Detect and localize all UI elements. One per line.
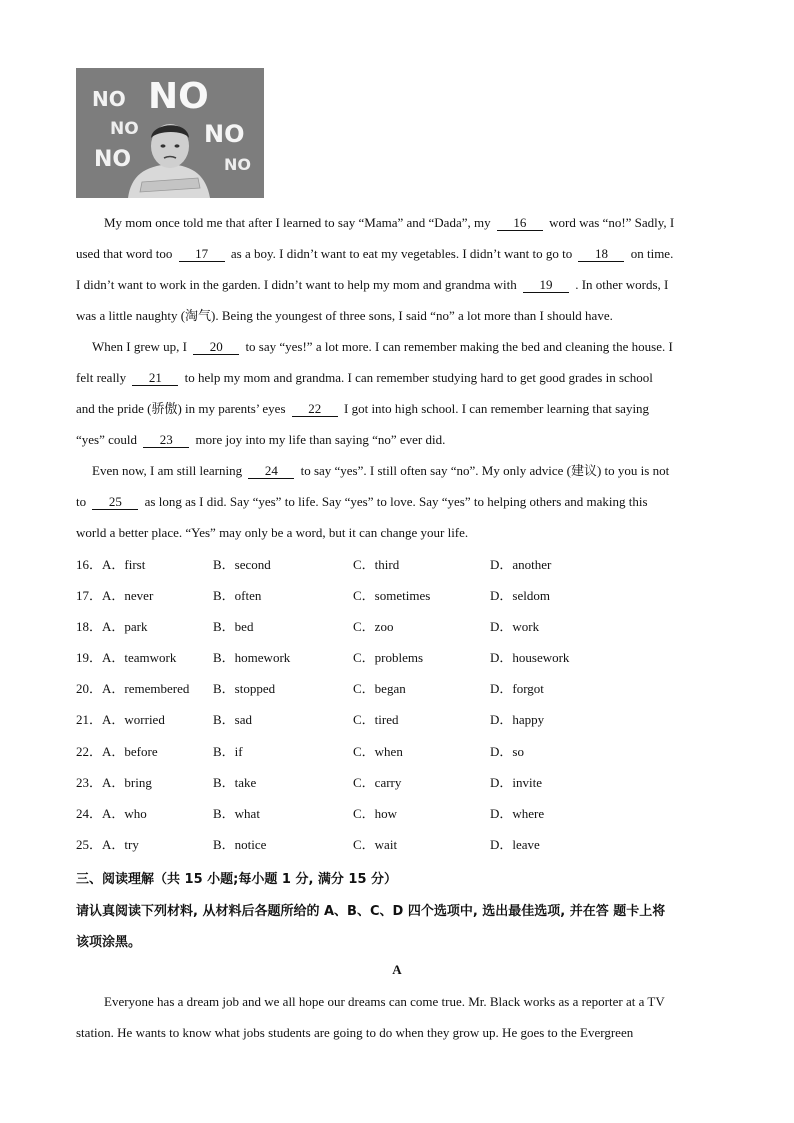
- question-23-option-d[interactable]: D．invite: [490, 775, 542, 790]
- question-21-option-c[interactable]: C．tired: [353, 712, 399, 727]
- question-20-option-b[interactable]: B．stopped: [213, 681, 276, 696]
- question-18-option-b[interactable]: B．bed: [213, 619, 254, 634]
- boy-saying-no-photo: [76, 68, 264, 198]
- question-22-option-a[interactable]: 22．A．before: [76, 744, 158, 759]
- question-20-option-c[interactable]: C．began: [353, 681, 406, 696]
- question-17-option-c[interactable]: C．sometimes: [353, 588, 431, 603]
- question-24-option-d[interactable]: D．where: [490, 806, 545, 821]
- question-24-option-a[interactable]: 24．A．who: [76, 806, 147, 821]
- question-16-option-c[interactable]: C．third: [353, 557, 400, 572]
- blank-23: 23: [143, 432, 189, 448]
- question-25-option-b[interactable]: B．notice: [213, 837, 267, 852]
- question-22: [76, 743, 718, 761]
- section-3-instruction-line-1: 请认真阅读下列材料, 从材料后各题所给的 A、B、C、D 四个选项中, 选出最佳选项, 并在答 题卡上将: [76, 904, 666, 919]
- no-word-1: NO: [92, 87, 126, 111]
- section-3-instruction-line-2: 该项涂黑。: [76, 935, 142, 950]
- blank-16: 16: [497, 215, 543, 231]
- question-17-option-d[interactable]: D．seldom: [490, 588, 550, 603]
- passage-line: world a better place. “Yes” may only be a word, but it can change your life.: [76, 525, 469, 540]
- passage-line: When I grew up, I 20 to say “yes!” a lot more. I can remember making the bed and cleaning the house. I: [92, 339, 673, 354]
- passage-line: used that word too 17 as a boy. I didn’t want to eat my vegetables. I didn’t want to go to 18 on time.: [76, 246, 674, 261]
- no-word-5: NO: [94, 147, 132, 172]
- reading-line: station. He wants to know what jobs students are going to do when they grow up. He goes to the Evergreen: [76, 1025, 634, 1040]
- question-21: [76, 711, 718, 729]
- passage-line: I didn’t want to work in the garden. I didn’t want to help my mom and grandma with 19 . In other words, I: [76, 277, 669, 292]
- blank-24: 24: [248, 463, 294, 479]
- question-19-option-d[interactable]: D．housework: [490, 650, 570, 665]
- question-19-option-b[interactable]: B．homework: [213, 650, 291, 665]
- reading-part-label: A: [392, 962, 402, 977]
- question-20: [76, 680, 718, 698]
- question-18: [76, 618, 718, 636]
- passage-line: My mom once told me that after I learned to say “Mama” and “Dada”, my 16 word was “no!” Sadly, I: [104, 215, 675, 230]
- question-21-option-a[interactable]: 21．A．worried: [76, 712, 165, 727]
- question-22-option-b[interactable]: B．if: [213, 744, 243, 759]
- passage-line: felt really 21 to help my mom and grandma. I can remember studying hard to get good grades in school: [76, 370, 653, 385]
- question-16-option-d[interactable]: D．another: [490, 557, 552, 572]
- passage-line: and the pride (骄傲) in my parents’ eyes 22 I got into high school. I can remember learning that saying: [76, 401, 650, 416]
- question-18-option-d[interactable]: D．work: [490, 619, 540, 634]
- blank-21: 21: [132, 370, 178, 386]
- no-word-3: NO: [110, 119, 139, 139]
- question-20-option-d[interactable]: D．forgot: [490, 681, 544, 696]
- blank-20: 20: [193, 339, 239, 355]
- question-22-option-d[interactable]: D．so: [490, 744, 524, 759]
- question-18-option-c[interactable]: C．zoo: [353, 619, 394, 634]
- photo-illustration: [76, 68, 264, 198]
- question-17: [76, 587, 718, 605]
- passage-line: Even now, I am still learning 24 to say “yes”. I still often say “no”. My only advice (建议) to you is not: [92, 463, 670, 478]
- question-24-option-c[interactable]: C．how: [353, 806, 398, 821]
- question-20-option-a[interactable]: 20．A．remembered: [76, 681, 190, 696]
- question-25-option-c[interactable]: C．wait: [353, 837, 398, 852]
- question-23-option-a[interactable]: 23．A．bring: [76, 775, 152, 790]
- question-25-option-a[interactable]: 25．A．try: [76, 837, 139, 852]
- blank-18: 18: [578, 246, 624, 262]
- passage-line: was a little naughty (淘气). Being the youngest of three sons, I said “no” a lot more than I should have.: [76, 308, 613, 323]
- question-25: [76, 836, 718, 854]
- question-19: [76, 649, 718, 667]
- section-3-title: 三、阅读理解（共 15 小题;每小题 1 分, 满分 15 分）: [76, 872, 398, 887]
- no-word-2: NO: [148, 76, 209, 117]
- question-19-option-a[interactable]: 19．A．teamwork: [76, 650, 177, 665]
- no-word-6: NO: [224, 155, 251, 174]
- no-word-4: NO: [204, 120, 245, 148]
- blank-22: 22: [292, 401, 338, 417]
- blank-19: 19: [523, 277, 569, 293]
- question-16-option-b[interactable]: B．second: [213, 557, 271, 572]
- question-16-option-a[interactable]: 16．A．first: [76, 557, 146, 572]
- question-17-option-b[interactable]: B．often: [213, 588, 262, 603]
- question-22-option-c[interactable]: C．when: [353, 744, 403, 759]
- passage-line: to 25 as long as I did. Say “yes” to life. Say “yes” to love. Say “yes” to helping others and making this: [76, 494, 648, 509]
- question-18-option-a[interactable]: 18．A．park: [76, 619, 148, 634]
- question-24-option-b[interactable]: B．what: [213, 806, 260, 821]
- question-16: [76, 556, 718, 574]
- passage-line: “yes” could 23 more joy into my life than saying “no” ever did.: [76, 432, 446, 447]
- question-23-option-c[interactable]: C．carry: [353, 775, 402, 790]
- blank-17: 17: [179, 246, 225, 262]
- question-19-option-c[interactable]: C．problems: [353, 650, 424, 665]
- question-23-option-b[interactable]: B．take: [213, 775, 257, 790]
- question-17-option-a[interactable]: 17．A．never: [76, 588, 154, 603]
- question-21-option-d[interactable]: D．happy: [490, 712, 545, 727]
- question-23: [76, 774, 718, 792]
- question-24: [76, 805, 718, 823]
- reading-line: Everyone has a dream job and we all hope our dreams can come true. Mr. Black works as a reporter at a TV: [104, 994, 665, 1009]
- question-25-option-d[interactable]: D．leave: [490, 837, 540, 852]
- blank-25: 25: [92, 494, 138, 510]
- question-21-option-b[interactable]: B．sad: [213, 712, 253, 727]
